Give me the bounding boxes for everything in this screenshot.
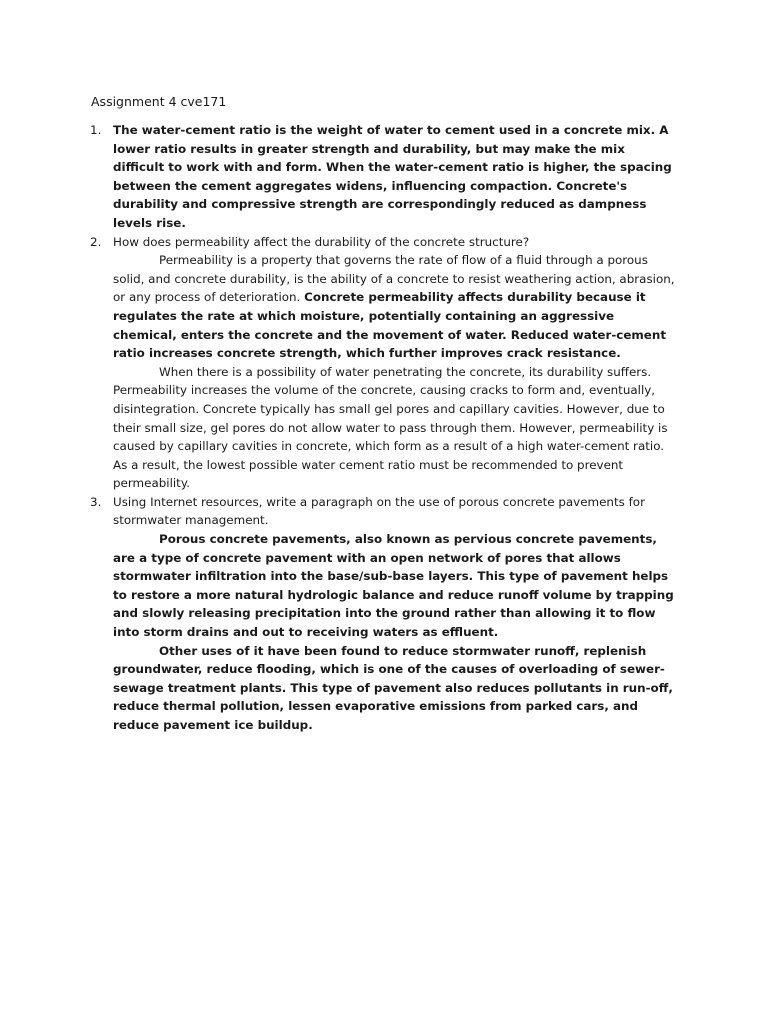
document-body: [90, 121, 680, 735]
item-number: 2.: [90, 234, 102, 249]
item-3-paragraph-1: Porous concrete pavements, also known as pervious concrete pavements, are a type of concrete pavement with an open network of pores that allows stormwater infiltration into the base/sub-base layers. This type of pavement helps to restore a more natural hydrologic balance and reduce runoff volume by trapping and slowly releasing precipitation into the ground rather than allowing it to flow into storm drains and out to receiving waters as effluent.: [113, 532, 674, 640]
list-item-3: [90, 493, 680, 735]
document-title: Assignment 4 cve171: [91, 94, 227, 109]
item-3-question: Using Internet resources, write a paragraph on the use of porous concrete pavements for stormwater management.: [113, 494, 645, 528]
item-1-text: The water-cement ratio is the weight of water to cement used in a concrete mix. A lower ratio results in greater strength and durability, but may make the mix difficult to work with and form. When the water-cement ratio is higher, the spacing between the cement aggregates widens, influencing compaction. Concrete's durability and compressive strength are correspondingly reduced as dampness levels rise.: [113, 123, 672, 230]
item-2-paragraph-2: When there is a possibility of water penetrating the concrete, its durability suffers. Permeability increases the volume of the concrete, causing cracks to form and, eventually, disintegration. Concrete typically has small gel pores and capillary cavities. However, due to their small size, gel pores do not allow water to pass through them. However, permeability is caused by capillary cavities in concrete, which form as a result of a high water-cement ratio. As a result, the lowest possible water cement ratio must be recommended to prevent permeability.: [113, 364, 668, 491]
item-2-paragraph-1-normal: Permeability is a property that governs the rate of flow of a fluid through a porous solid, and concrete durability, is the ability of a concrete to resist weathering action, abrasion, or any process of deterioration.: [113, 253, 675, 305]
item-number: 3.: [90, 494, 102, 509]
list-item-1: [90, 121, 680, 233]
item-2-question: How does permeability affect the durability of the concrete structure?: [113, 234, 530, 249]
item-3-paragraph-2: Other uses of it have been found to reduce stormwater runoff, replenish groundwater, reduce flooding, which is one of the causes of overloading of sewer-sewage treatment plants. This type of pavement also reduces pollutants in run-off, reduce thermal pollution, lessen evaporative emissions from parked cars, and reduce pavement ice buildup.: [113, 643, 673, 732]
item-2-paragraph-1-bold: Concrete permeability affects durability because it regulates the rate at which moisture, potentially containing an aggressive chemical, enters the concrete and the movement of water. Reduced water-cement ratio increases concrete strength, which further improves crack resistance.: [113, 290, 667, 361]
item-number: 1.: [90, 123, 102, 137]
list-item-2: [90, 233, 680, 493]
item-2-paragraph-1: [113, 251, 680, 363]
